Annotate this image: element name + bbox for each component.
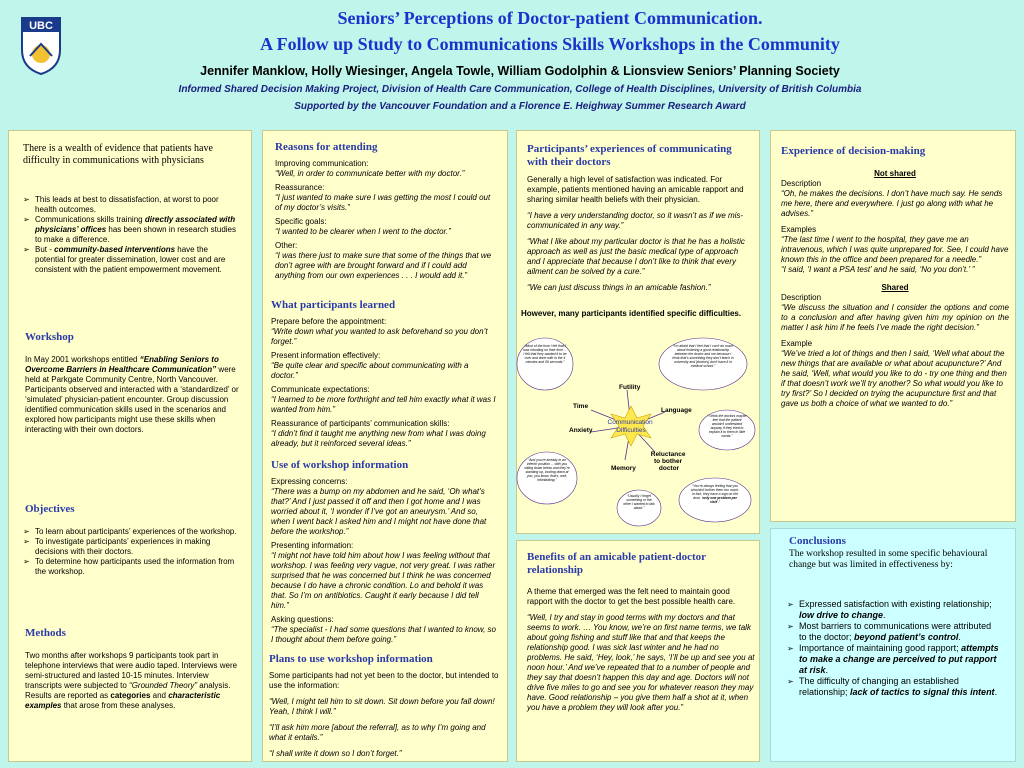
diagram-center-line1: Communication xyxy=(607,419,653,426)
conclusion-item: ➢ The difficulty of changing an established relationship; lack of tactics to signal this intent. xyxy=(787,676,1001,698)
affiliation: Informed Shared Decision Making Project, Division of Health Care Communication, College of Health Disciplines, University of British Columbia xyxy=(178,84,862,95)
experiences-however: However, many participants identified specific difficulties. xyxy=(521,309,742,318)
intro-bullet: ➢ Communications skills training directly associated with physicians’ offices has been shown in research studies to make a difference. xyxy=(23,215,239,245)
funding-note: Supported by the Vancouver Foundation and a Florence E. Heighway Summer Research Award xyxy=(294,101,746,112)
conclusion-item: ➢ Most barriers to communications were attributed to the doctor; beyond patient’s control. xyxy=(787,621,1001,643)
conclusions-list xyxy=(787,599,1001,698)
conclusions-intro: The workshop resulted in some specific behavioural change but was limited in effectiveness by: xyxy=(789,549,988,570)
label-time: Time xyxy=(573,403,589,410)
reasons-list: Improving communication: “Well, in order to communicate better with my doctor.” Reassurance: “I just wanted to make sure I was getting the most I could out of my doctor’s visits.” Specific goals: “I wanted to be clearer when I went to the doctor.” Other: “I was there just to make sure that some of the things that we don’t agree with are brought forward and if I could add anything from our own experiences . . . I would add it.” xyxy=(275,159,492,280)
diagram-center-label xyxy=(608,419,655,434)
intro-bullet: ➢ But - community-based interventions have the potential for greater dissemination, lower cost and are consistent with the patient empowerment movement. xyxy=(23,245,239,275)
bubble-time-text: “Most of the time I felt that I was intruding on their time ... I felt that they wanted it to be over and done with in the 4 minutes and 59 seconds.” xyxy=(523,344,567,364)
poster-title-line2: A Follow up Study to Communications Skills Workshops in the Community xyxy=(260,34,840,54)
objective-item: ➢ To determine how participants used the information from the workshop. xyxy=(23,557,239,577)
learned-heading: What participants learned xyxy=(271,299,396,311)
benefits-heading: Benefits of an amicable patient-doctor relationship xyxy=(527,551,706,576)
label-language: Language xyxy=(661,407,692,414)
use-heading: Use of workshop information xyxy=(271,459,409,471)
workshop-text: In May 2001 workshops entitled “Enabling Seniors to Overcome Barriers in Healthcare Communication” were held at Parkgate Community Centre, North Vancouver. Participants observed and interacted with a ‘standardized’ or ‘simulated’ physician-patient encounter. Group discussion identified communication skills used in the scenarios and explored how participants might use these skills when interacting with their own doctors. xyxy=(25,355,239,434)
methods-heading: Methods xyxy=(25,627,66,639)
bubble-language-text: “I think the doctors maybe feel that the patient wouldn’t understand anyway if they tried to explain it to them in little words.” xyxy=(707,414,747,438)
benefits-text: A theme that emerged was the felt need to maintain good rapport with the doctor to get the best possible health care. “Well, I try and stay in good terms with my doctors and that seems to work. … You know, we’re on first name terms, we talk about going fishing and stuff like that and that keeps the relationship good. I was sick last winter and he had no problems. He said, ‘Hey, look,’ he says, ‘I’ll be up and see you at noon hour.’ And we’ve repeated that to a number of people and they say that doesn’t happen this day and age. Doctors will not drive five miles to go and see you for whatever reason they may have. Good relationship – you give them half a shot at it, when you have a problem they will look after you.” xyxy=(527,587,755,712)
plans-text: Some participants had not yet been to the doctor, but intended to use the information: “Well, I might tell him to sit down. Sit down before you fall down! Yeah, I think I will.” “I’ll ask him more [about the referral], as to why I’m going and what it entails.” “I shall write it down so I don’t forget.” xyxy=(269,671,499,758)
communication-star-icon xyxy=(611,406,651,446)
decision-heading: Experience of decision-making xyxy=(781,145,926,157)
experiences-text: Generally a high level of satisfaction was indicated. For example, patients mentioned having an amicable rapport and sharing similar health beliefs with their physician. “I have a very understanding doctor, so it wasn’t as if we mis-communicated in any way.” “What I like about my particular doctor is that he has a holistic approach as well as just the basic medical type of approach and I appreciate that because I don’t like to think that every ailment can be solved by a cure.” “We can just discuss things in an amicable fashion.” xyxy=(527,175,745,292)
panel-decision-making xyxy=(770,130,1016,522)
diagram-center-line2: Difficulties xyxy=(616,427,646,434)
objectives-heading: Objectives xyxy=(25,503,75,515)
poster-header xyxy=(0,0,1024,122)
label-memory: Memory xyxy=(611,465,636,472)
plans-heading: Plans to use workshop information xyxy=(269,653,433,665)
conclusions-heading: Conclusions xyxy=(789,535,846,547)
bubble-language xyxy=(699,410,755,450)
intro-lead: There is a wealth of evidence that patients have difficulty in communications with physicians xyxy=(23,143,213,166)
panel-introduction xyxy=(8,130,252,762)
label-reluctance-line2: to bother xyxy=(654,458,683,465)
bubble-reluctance xyxy=(679,478,751,522)
label-futility: Futility xyxy=(619,384,641,391)
panel-conclusions xyxy=(770,528,1016,762)
learned-list: Prepare before the appointment: “Write down what you wanted to ask beforehand so you don’t forget.” Present information effectively: “Be quite clear and specific about communicating with a doctor.” Communicate expectations: “I learned to be more forthright and tell him exactly what it was I wanted from him.” Reassurance of participants’ communication skills: “I didn’t find it taught me anything new from what I was doing already, but it reinforced several ideas.” xyxy=(271,317,496,448)
label-reluctance-line1: Reluctance xyxy=(650,451,686,458)
objectives-list xyxy=(23,527,239,577)
bubble-futility-text: “I’m afraid that I feel that I can’t do much about fostering a good relationship between the doctor and me because I think that’s something they don’t teach in university and [doctors] don’t have it in medical school.” xyxy=(672,344,734,368)
conclusion-item: ➢ Importance of maintaining good rapport; attempts to make a change are perceived to put rapport at risk. xyxy=(787,643,1001,676)
ubc-crest-icon xyxy=(20,16,62,76)
label-anxiety: Anxiety xyxy=(569,427,593,434)
conclusion-item: ➢ Expressed satisfaction with existing relationship; low drive to change. xyxy=(787,599,1001,621)
objective-item: ➢ To learn about participants’ experiences of the workshop. xyxy=(23,527,239,537)
bubble-time xyxy=(517,338,573,390)
label-reluctance xyxy=(651,451,688,472)
bubble-memory-text: “Usually I forget something or the other I wanted to talk about.” xyxy=(623,494,655,510)
authors: Jennifer Manklow, Holly Wiesinger, Angela Towle, William Godolphin & Lionsview Seniors’ Planning Society xyxy=(200,64,840,78)
decision-text: Not shared Description “Oh, he makes the decisions. I don’t have much say. He sends me here, there and everywhere. I just go along with what he advises.” Examples “The last time I went to the hospital, they gave me an intravenous, which I was quite unprepared for. See, I could have known this in the office and been prepared for a needle.” “I said, ‘I want a PSA test’ and he said, ‘No you don’t.’ ” Shared Description “We discuss the situation and I consider the options and come to a conclusion and after having given him my opinion on the matter I ask him if he feels I’ve made the right decision.” Example “We’ve tried a lot of things and then I said, ‘Well what about the new things that are available or what about acupuncture?’ And he said, ‘Well, what would you like to do - try one thing and then if that doesn’t work we’ll try another? So what would you like to try first?’ So I decided on trying the acupuncture first and that gave us both a choice of what we wanted to do.” xyxy=(781,169,1009,408)
objective-item: ➢ To investigate participants’ experiences in making decisions with their doctors. xyxy=(23,537,239,557)
communication-difficulties-diagram xyxy=(515,334,759,530)
svg-text:UBC: UBC xyxy=(29,20,53,32)
intro-bullets xyxy=(23,195,239,275)
workshop-heading: Workshop xyxy=(25,331,74,343)
poster-title-line1: Seniors’ Perceptions of Doctor-patient Communication. xyxy=(337,8,763,28)
bubble-futility xyxy=(659,338,747,390)
reasons-heading: Reasons for attending xyxy=(275,141,378,153)
methods-text: Two months after workshops 9 participants took part in telephone interviews that were audio taped. Interviews were semi-structured and lasted 10-15 minutes. Interview transcripts were subjected to “Grounded Theory” analysis. Results are reported as categories and characteristic examples that arose from these analyses. xyxy=(25,651,238,710)
experiences-heading: Participants’ experiences of communicating with their doctors xyxy=(527,143,732,168)
panel-findings-workshop xyxy=(262,130,508,762)
panel-benefits xyxy=(516,540,760,762)
label-reluctance-line3: doctor xyxy=(658,465,680,472)
bubble-anxiety xyxy=(517,452,577,504)
use-list: Expressing concerns: “There was a bump on my abdomen and he said, ‘Oh what’s that?’ And I just passed it off and then I got home and I was worried about it, ‘I wonder if I’ve got an aneurysm.’ And so, when I went back I asked him and I might not have done that before the workshop.” Presenting information: “I might not have told him about how I was feeling without that workshop. I was feeling very vague, not very great. I was rather surprised that he was concerned but I think he was concerned because I do have a chronic condition. Lo and behold it was that. So I’m on antibiotics. Caught it early because I did tell him.” Asking questions: “The specialist - I had some questions that I wanted to know, so I thought about them before going.” xyxy=(271,477,497,644)
bubble-reluctance-text: “You’re always feeling that you shouldn’t bother them too much. In fact, they have a sign on the door, ‘only one problem per visit’.” xyxy=(690,484,740,504)
bubble-memory xyxy=(617,490,661,526)
intro-bullet: ➢ This leads at best to dissatisfaction, at worst to poor health outcomes. xyxy=(23,195,239,215)
bubble-anxiety-text: “And you’re already in an inferior position ... with you sitting down below and they’re standing up, looking down at you, you know, that’s, well, intimidating.” xyxy=(524,458,570,482)
